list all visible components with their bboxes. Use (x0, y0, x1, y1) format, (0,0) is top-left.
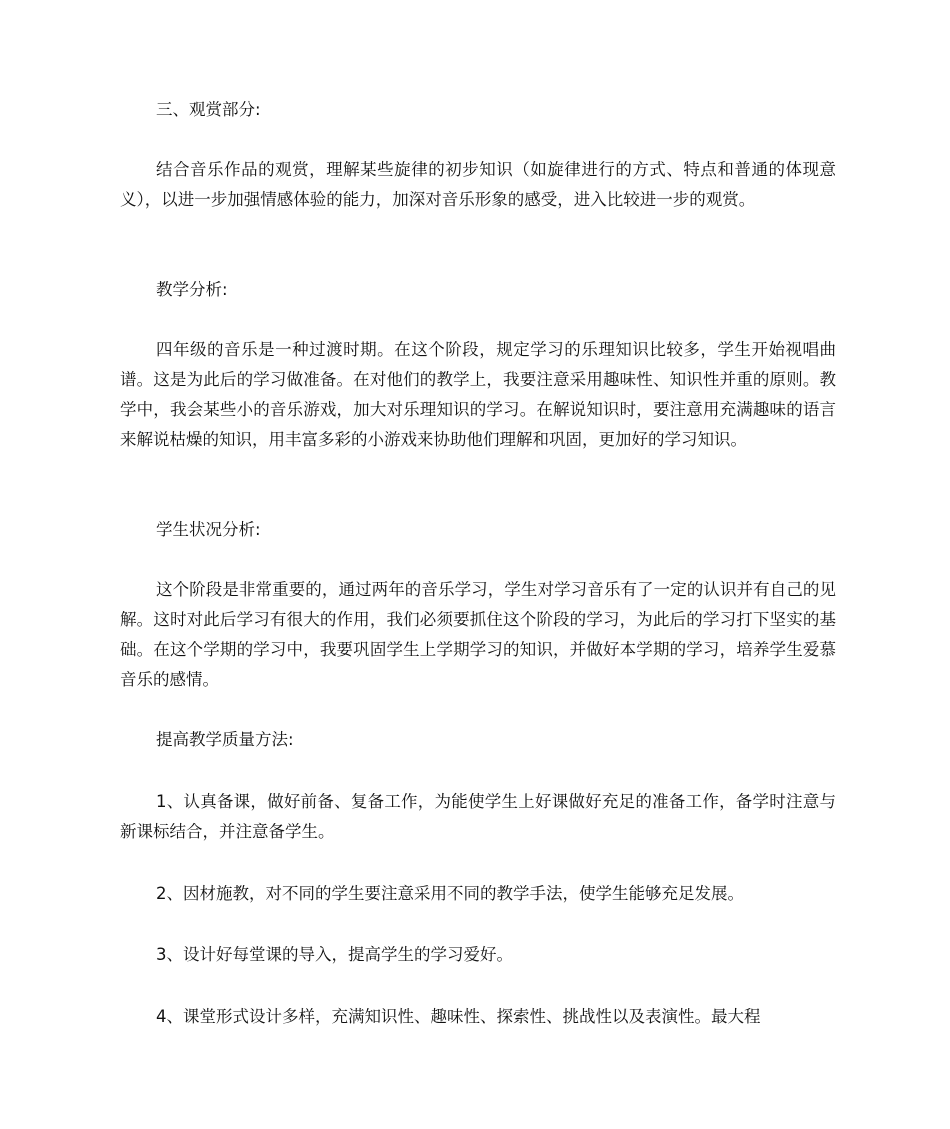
list-item-method-4: 4、课堂形式设计多样，充满知识性、趣味性、探索性、挑战性以及表演性。最大程 (156, 1007, 761, 1026)
paragraph-viewing-body: 结合音乐作品的观赏，理解某些旋律的初步知识（如旋律进行的方式、特点和普通的体现意义），以进一步加强情感体验的能力，加深对音乐形象的感受，进入比较进一步的观赏。 (120, 160, 836, 209)
section-heading-teaching-analysis: 教学分析: (156, 280, 228, 299)
paragraph-teaching-analysis-body: 四年级的音乐是一种过渡时期。在这个阶段，规定学习的乐理知识比较多，学生开始视唱曲谱。这是为此后的学习做准备。在对他们的教学上，我要注意采用趣味性、知识性并重的原则。教学中，我会某些小的音乐游戏，加大对乐理知识的学习。在解说知识时，要注意用充满趣味的语言来解说枯燥的知识，用丰富多彩的小游戏来协助他们理解和巩固，更加好的学习知识。 (120, 340, 836, 449)
section-heading-viewing: 三、观赏部分: (156, 100, 261, 119)
section-heading-quality-methods: 提高教学质量方法: (156, 730, 294, 749)
paragraph-student-analysis-body: 这个阶段是非常重要的，通过两年的音乐学习，学生对学习音乐有了一定的认识并有自己的见解。这时对此后学习有很大的作用，我们必须要抓住这个阶段的学习，为此后的学习打下坚实的基础。在这个学期的学习中，我要巩固学生上学期学习的知识，并做好本学期的学习，培养学生爱慕音乐的感情。 (120, 580, 836, 689)
list-item-method-2: 2、因材施教，对不同的学生要注意采用不同的教学手法，使学生能够充足发展。 (156, 884, 744, 903)
list-item-method-1: 1、认真备课，做好前备、复备工作，为能使学生上好课做好充足的准备工作，备学时注意与新课标结合，并注意备学生。 (120, 792, 836, 841)
section-heading-student-analysis: 学生状况分析: (156, 520, 261, 539)
list-item-method-3: 3、设计好每堂课的导入，提高学生的学习爱好。 (156, 945, 513, 964)
